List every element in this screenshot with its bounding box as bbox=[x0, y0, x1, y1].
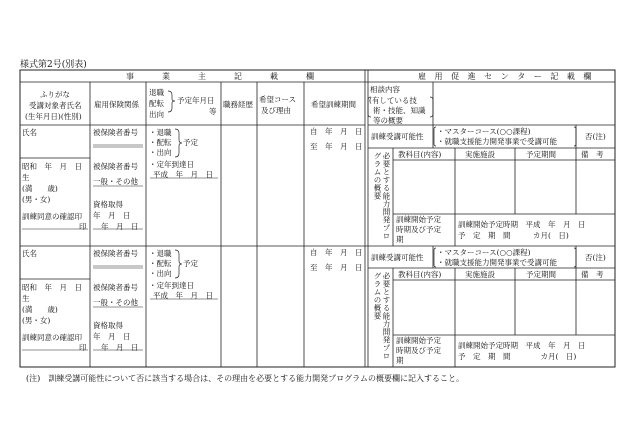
insured-number-label: 被保険者番号 bbox=[93, 249, 138, 258]
start-date-field[interactable]: 訓練開始予定時期 平成 年 月 日 bbox=[458, 341, 586, 350]
training-possibility: 訓練受講可能性 bbox=[371, 253, 424, 262]
facility-header: 実施施設 bbox=[465, 270, 495, 279]
qualification-date[interactable]: 年 月 日 bbox=[93, 332, 131, 341]
name-field[interactable]: 氏名 bbox=[22, 128, 37, 137]
start-label-l3: 期 bbox=[396, 356, 404, 365]
birth-date[interactable]: 昭和 年 月 日 bbox=[22, 162, 82, 171]
period-from[interactable]: 自 年 月 日 bbox=[310, 127, 363, 136]
sex-field[interactable]: (男・女) bbox=[22, 316, 51, 325]
planned-date-header: 予定年月日 bbox=[177, 96, 215, 105]
consent-label: 訓練同意の確認印 bbox=[22, 212, 82, 221]
option-secondment[interactable]: ・出向 bbox=[149, 148, 172, 157]
start-period-field[interactable]: 予 定 期 間 カ月( 日) bbox=[458, 352, 577, 361]
birth-label: 生 bbox=[22, 294, 30, 303]
seal-mark: 印 bbox=[79, 343, 87, 352]
consult-header: 相談内容 bbox=[370, 85, 400, 94]
start-label-l3: 期 bbox=[396, 235, 404, 244]
insured-number-label: 被保険者番号 bbox=[93, 128, 138, 137]
form-number: 様式第2号(別表) bbox=[20, 60, 87, 70]
program-summary-label: 必要とする能力開発プログラムの概要 bbox=[373, 152, 391, 240]
birth-sex-label: (生年月日)(性別) bbox=[25, 112, 82, 121]
period-to[interactable]: 至 年 月 日 bbox=[310, 263, 363, 272]
consent-label: 訓練同意の確認印 bbox=[22, 333, 82, 342]
start-label-l2: 時期及び予定 bbox=[396, 346, 441, 355]
reason-secondment-header: 出向 bbox=[149, 110, 164, 119]
facility-header: 実施施設 bbox=[465, 150, 495, 159]
option-transfer[interactable]: ・配転 bbox=[149, 259, 172, 268]
course-reason-header: 及び理由 bbox=[261, 106, 291, 115]
seal-mark: 印 bbox=[79, 222, 87, 231]
etc-header: 等 bbox=[209, 107, 217, 116]
retire-age-label: ・定年到達日 bbox=[149, 160, 194, 169]
insured-number-label-2: 被保険者番号 bbox=[93, 162, 138, 171]
qualification-day[interactable]: 年 月 日 bbox=[101, 343, 139, 352]
start-period-field[interactable]: 予 定 期 間 カ月( 日) bbox=[458, 231, 569, 240]
option-retire[interactable]: ・退職 bbox=[149, 128, 172, 137]
master-course-option[interactable]: ・マスターコース(○○課程) bbox=[437, 127, 531, 136]
training-possibility: 訓練受講可能性 bbox=[371, 132, 424, 141]
insurance-type[interactable]: 一般・その他 bbox=[93, 298, 138, 307]
consult-skills-l3: 等の概要 bbox=[373, 116, 403, 125]
center-section-header: 雇 用 促 進 セ ン タ ー 記 載 欄 bbox=[418, 72, 595, 81]
insured-number-label-2: 被保険者番号 bbox=[93, 283, 138, 292]
option-planned: 予定 bbox=[183, 138, 198, 147]
start-label-l1: 訓練開始予定 bbox=[396, 336, 441, 345]
remarks-header: 備 考 bbox=[581, 270, 604, 279]
not-possible-option[interactable]: 否(注) bbox=[585, 132, 606, 141]
master-course-option[interactable]: ・マスターコース(○○課程) bbox=[437, 248, 531, 257]
reason-transfer-header: 配転 bbox=[149, 99, 164, 108]
age-field[interactable]: (満 歳) bbox=[22, 305, 58, 314]
reason-retire-header: 退職 bbox=[149, 88, 164, 97]
consult-skills-l2: 術・技能、知識 bbox=[373, 106, 426, 115]
period-to[interactable]: 至 年 月 日 bbox=[310, 142, 363, 151]
period-header: 希望訓練期間 bbox=[311, 100, 356, 109]
retire-age-date[interactable]: 平成 年 月 日 bbox=[153, 291, 213, 300]
consult-skills-l1: (有している技 bbox=[369, 96, 417, 105]
insurance-type[interactable]: 一般・その他 bbox=[93, 177, 138, 186]
footnote: (注) 訓練受講可能性について否に該当する場合は、その理由を必要とする能力開発プログラムの概要欄に記入すること。 bbox=[26, 374, 464, 383]
insurance-header: 雇用保険関係 bbox=[94, 100, 139, 109]
start-label-l1: 訓練開始予定 bbox=[396, 215, 441, 224]
start-label-l2: 時期及び予定 bbox=[396, 225, 441, 234]
option-retire[interactable]: ・退職 bbox=[149, 249, 172, 258]
program-summary-label: 必要とする能力開発プログラムの概要 bbox=[373, 272, 391, 360]
sex-field[interactable]: (男・女) bbox=[22, 195, 51, 204]
qualification-date[interactable]: 年 月 日 bbox=[93, 211, 131, 220]
qualification-label: 資格取得 bbox=[93, 200, 123, 209]
retire-age-label: ・定年到達日 bbox=[149, 281, 194, 290]
employer-section-header: 事 業 主 記 載 欄 bbox=[126, 72, 324, 81]
support-course-option[interactable]: ・就職支援能力開発事業で受講可能 bbox=[437, 258, 557, 267]
option-secondment[interactable]: ・出向 bbox=[149, 269, 172, 278]
start-date-field[interactable]: 訓練開始予定時期 平成 年 月 日 bbox=[458, 220, 586, 229]
not-possible-option[interactable]: 否(注) bbox=[585, 253, 606, 262]
period-from[interactable]: 自 年 月 日 bbox=[310, 248, 363, 257]
option-planned: 予定 bbox=[183, 259, 198, 268]
retire-age-date[interactable]: 平成 年 月 日 bbox=[153, 170, 213, 179]
qualification-label: 資格取得 bbox=[93, 321, 123, 330]
birth-label: 生 bbox=[22, 173, 30, 182]
age-field[interactable]: (満 歳) bbox=[22, 184, 58, 193]
name-field[interactable]: 氏名 bbox=[22, 249, 37, 258]
furigana-label: ふりがな bbox=[40, 90, 70, 99]
career-header: 職務経歴 bbox=[223, 100, 253, 109]
planned-period-header: 予定期間 bbox=[526, 270, 556, 279]
subject-header: 教科目(内容) bbox=[398, 270, 442, 279]
qualification-day[interactable]: 年 月 日 bbox=[101, 222, 139, 231]
trainee-name-label: 受講対象者氏名 bbox=[29, 101, 82, 110]
planned-period-header: 予定期間 bbox=[526, 150, 556, 159]
remarks-header: 備 考 bbox=[581, 150, 604, 159]
subject-header: 教科目(内容) bbox=[398, 150, 442, 159]
support-course-option[interactable]: ・就職支援能力開発事業で受講可能 bbox=[437, 137, 557, 146]
course-header: 希望コース bbox=[259, 95, 297, 104]
option-transfer[interactable]: ・配転 bbox=[149, 138, 172, 147]
birth-date[interactable]: 昭和 年 月 日 bbox=[22, 283, 82, 292]
